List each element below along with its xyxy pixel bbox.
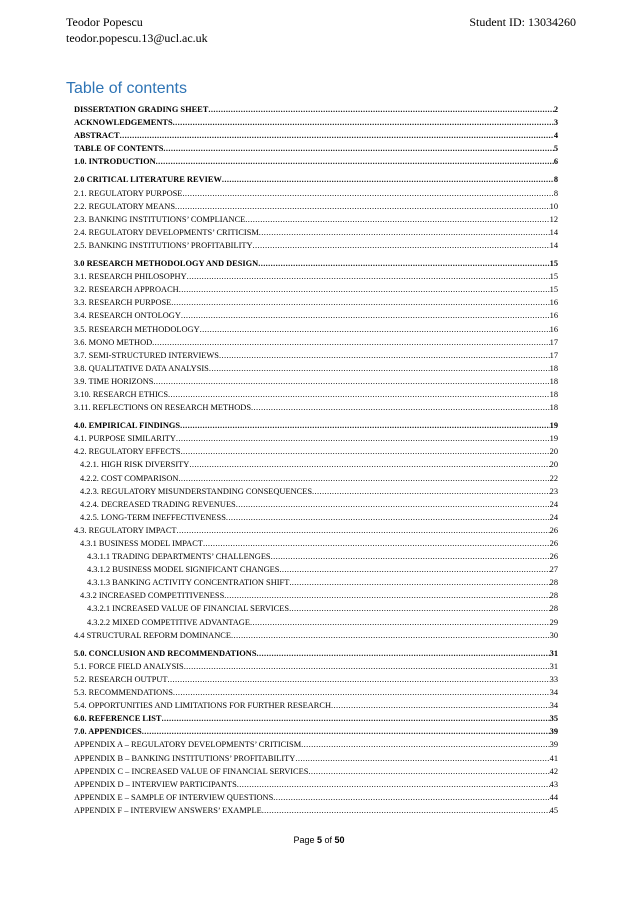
toc-entry-label: 1.0. INTRODUCTION	[74, 157, 156, 167]
page-current: 5	[316, 835, 322, 845]
toc-entry-page: 29	[549, 617, 558, 627]
toc-entry-page: 16	[549, 298, 558, 308]
toc-leader-dots	[173, 686, 550, 699]
toc-entry-label: 4.0. EMPIRICAL FINDINGS	[74, 421, 181, 431]
toc-entry-label: APPENDIX B – BANKING INSTITUTIONS’ PROFITABILITY	[74, 753, 296, 763]
toc-entry-page: 16	[549, 324, 558, 334]
toc-leader-dots	[262, 804, 550, 817]
toc-leader-dots	[120, 129, 554, 142]
toc-entry-label: APPENDIX F – INTERVIEW ANSWERS’ EXAMPLE	[74, 805, 262, 815]
toc-leader-dots	[142, 725, 550, 738]
toc-entry-label: 2.1. REGULATORY PURPOSE	[74, 188, 183, 198]
toc-entry-page: 16	[549, 311, 558, 321]
toc-entry-label: 4.2.5. LONG-TERM INEFFECTIVENESS	[80, 512, 226, 522]
toc-entry-label: 4.2.4. DECREASED TRADING REVENUES	[80, 499, 236, 509]
toc-leader-dots	[301, 738, 549, 751]
toc-entry-page: 31	[549, 661, 558, 671]
toc-entry-page: 3	[553, 118, 558, 128]
toc-entry[interactable]	[74, 791, 558, 804]
toc-leader-dots	[226, 511, 550, 524]
toc-entry-label: 5.4. OPPORTUNITIES AND LIMITATIONS FOR FURTHER RESEARCH	[74, 701, 332, 711]
toc-entry[interactable]	[74, 725, 558, 738]
toc-entry-label: 4.2. REGULATORY EFFECTS	[74, 447, 181, 457]
toc-entry-label: 3.0 RESEARCH METHODOLOGY AND DESIGN	[74, 259, 259, 269]
toc-entry-label: 3.4. RESEARCH ONTOLOGY	[74, 311, 181, 321]
toc-entry[interactable]	[74, 200, 558, 213]
toc-entry[interactable]	[74, 173, 558, 186]
toc-entry-page: 26	[549, 539, 558, 548]
toc-leader-dots	[259, 226, 550, 239]
toc-entry-page: 33	[549, 674, 558, 684]
toc-entry-label: 5.1. FORCE FIELD ANALYSIS	[74, 661, 184, 671]
toc-leader-dots	[256, 647, 549, 660]
toc-entry-page: 17	[549, 350, 558, 360]
toc-leader-dots	[231, 629, 550, 642]
toc-entry[interactable]	[74, 419, 558, 432]
toc-entry-label: 7.0. APPENDICES	[74, 727, 142, 737]
toc-entry-page: 45	[549, 805, 558, 815]
toc-leader-dots	[189, 458, 549, 471]
toc-entry-label: 3.1. RESEARCH PHILOSOPHY	[74, 272, 187, 282]
toc-leader-dots	[250, 616, 550, 629]
toc-entry[interactable]	[74, 712, 558, 725]
toc-entry-label: 2.4. REGULATORY DEVELOPMENTS’ CRITICISM	[74, 227, 259, 237]
toc-entry[interactable]	[74, 323, 558, 336]
toc-entry-label: 3.9. TIME HORIZONS	[74, 376, 154, 386]
toc-entry-label: ACKNOWLEDGEMENTS	[74, 118, 173, 128]
toc-leader-dots	[163, 142, 553, 155]
toc-entry[interactable]	[74, 511, 558, 524]
toc-entry[interactable]	[74, 589, 558, 602]
toc-entry-label: 3.8. QUALITATIVE DATA ANALYSIS	[74, 363, 209, 373]
student-id: Student ID: 13034260	[469, 15, 576, 29]
toc-entry-page: 20	[549, 447, 558, 457]
toc-entry-page: 28	[549, 591, 558, 601]
toc-entry-page: 20	[549, 460, 558, 470]
toc-entry-label: 3.7. SEMI-STRUCTURED INTERVIEWS	[74, 350, 219, 360]
toc-entry-label: 4.3.1 BUSINESS MODEL IMPACT	[80, 539, 203, 548]
toc-entry-page: 14	[549, 240, 558, 250]
toc-leader-dots	[236, 498, 550, 511]
toc-entry[interactable]	[74, 458, 558, 471]
toc-entry[interactable]	[74, 213, 558, 226]
toc-entry-label: APPENDIX A – REGULATORY DEVELOPMENTS’ CRITICISM	[74, 740, 302, 750]
toc-leader-dots	[181, 309, 550, 322]
toc-entry[interactable]	[74, 550, 558, 563]
toc-entry[interactable]	[74, 576, 558, 589]
toc-entry-label: 4.2.2. COST COMPARISON	[80, 473, 179, 483]
toc-leader-dots	[168, 388, 550, 401]
toc-entry[interactable]	[74, 103, 558, 116]
toc-leader-dots	[219, 349, 550, 362]
toc-entry[interactable]	[74, 485, 558, 498]
toc-entry-page: 4	[553, 131, 558, 141]
toc-entry-page: 6	[553, 157, 558, 167]
toc-entry[interactable]	[74, 602, 558, 615]
toc-entry-label: 3.6. MONO METHOD	[74, 337, 153, 347]
toc-entry[interactable]	[74, 778, 558, 791]
toc-entry-label: APPENDIX E – SAMPLE OF INTERVIEW QUESTIONS	[74, 792, 274, 802]
toc-entry[interactable]	[74, 660, 558, 673]
toc-leader-dots	[289, 602, 550, 615]
toc-entry-page: 18	[549, 403, 558, 413]
toc-entry-page: 24	[549, 499, 558, 509]
toc-entry-label: 6.0. REFERENCE LIST	[74, 714, 162, 724]
toc-leader-dots	[168, 673, 550, 686]
toc-entry-label: 4.3.1.3 BANKING ACTIVITY CONCENTRATION SHIFT	[87, 578, 290, 588]
toc-entry-page: 26	[549, 552, 558, 562]
toc-leader-dots	[181, 445, 550, 458]
toc-entry-page: 39	[549, 740, 558, 750]
toc-leader-dots	[273, 791, 549, 804]
toc-leader-dots	[175, 200, 550, 213]
toc-entry-label: 5.3. RECOMMENDATIONS	[74, 688, 173, 698]
page-footer	[0, 835, 638, 845]
toc-entry-page: 31	[549, 648, 558, 658]
toc-entry[interactable]	[74, 647, 558, 660]
toc-entry[interactable]	[74, 129, 558, 142]
toc-entry[interactable]	[74, 155, 558, 168]
toc-entry-label: 3.5. RESEARCH METHODOLOGY	[74, 324, 200, 334]
toc-leader-dots	[180, 419, 550, 432]
toc-entry-page: 42	[549, 766, 558, 776]
toc-leader-dots	[271, 550, 550, 563]
toc-entry-page: 24	[549, 512, 558, 522]
toc-entry[interactable]	[74, 537, 558, 550]
toc-entry-page: 2	[553, 105, 558, 114]
toc-entry[interactable]	[74, 309, 558, 322]
toc-entry[interactable]	[74, 296, 558, 309]
toc-leader-dots	[289, 576, 549, 589]
toc-entry[interactable]	[74, 239, 558, 252]
toc-entry-page: 14	[549, 227, 558, 237]
toc-entry[interactable]	[74, 765, 558, 778]
toc-entry[interactable]	[74, 738, 558, 751]
toc-entry-label: 5.2. RESEARCH OUTPUT	[74, 674, 168, 684]
toc-entry[interactable]	[74, 699, 558, 712]
toc-entry-label: DISSERTATION GRADING SHEET	[74, 105, 209, 114]
page-header	[66, 14, 576, 46]
toc-entry-label: APPENDIX D – INTERVIEW PARTICIPANTS	[74, 779, 237, 789]
toc-entry-label: 3.2. RESEARCH APPROACH	[74, 285, 179, 295]
toc-entry[interactable]	[74, 336, 558, 349]
toc-entry[interactable]	[74, 270, 558, 283]
toc-leader-dots	[184, 660, 550, 673]
toc-leader-dots	[312, 485, 550, 498]
toc-leader-dots	[224, 589, 549, 602]
toc-entry-page: 22	[549, 473, 558, 483]
toc-entry-page: 15	[549, 272, 558, 282]
toc-leader-dots	[179, 283, 550, 296]
toc-entry[interactable]	[74, 445, 558, 458]
toc-entry-label: 4.3.2.1 INCREASED VALUE OF FINANCIAL SERVICES	[87, 604, 290, 614]
toc-entry[interactable]	[74, 472, 558, 485]
toc-leader-dots	[245, 213, 549, 226]
toc-entry[interactable]	[74, 362, 558, 375]
toc-leader-dots	[258, 257, 549, 270]
toc-entry-label: 4.3. REGULATORY IMPACT	[74, 525, 177, 535]
toc-entry-page: 12	[549, 214, 558, 224]
toc-entry-label: 4.3.2.2 MIXED COMPETITIVE ADVANTAGE	[87, 617, 250, 627]
toc-entry[interactable]	[74, 686, 558, 699]
toc-entry-page: 5	[553, 144, 558, 154]
toc-leader-dots	[295, 752, 549, 765]
toc-heading: Table of contents	[66, 80, 187, 97]
toc-entry[interactable]	[74, 375, 558, 388]
toc-entry[interactable]	[74, 388, 558, 401]
toc-entry-page: 15	[549, 259, 558, 269]
toc-entry[interactable]	[74, 524, 558, 537]
toc-entry[interactable]	[74, 142, 558, 155]
toc-entry-label: 3.10. RESEARCH ETHICS	[74, 389, 168, 399]
toc-entry[interactable]	[74, 226, 558, 239]
toc-entry-label: 5.0. CONCLUSION AND RECOMMENDATIONS	[74, 648, 257, 658]
author-email: teodor.popescu.13@ucl.ac.uk	[66, 31, 208, 45]
toc-leader-dots	[178, 472, 549, 485]
toc-entry-label: 4.4 STRUCTURAL REFORM DOMINANCE	[74, 630, 231, 640]
toc-entry[interactable]	[74, 432, 558, 445]
toc-leader-dots	[187, 270, 550, 283]
toc-leader-dots	[176, 432, 550, 445]
toc-entry-page: 19	[549, 434, 558, 444]
toc-entry-page: 18	[549, 389, 558, 399]
toc-leader-dots	[162, 712, 550, 725]
author-name: Teodor Popescu	[66, 15, 143, 29]
toc-entry-label: TABLE OF CONTENTS	[74, 144, 164, 154]
toc-entry-label: ABSTRACT	[74, 131, 120, 141]
toc-entry-page: 41	[549, 753, 558, 763]
page-label: Page	[293, 835, 317, 845]
toc-leader-dots	[208, 103, 553, 116]
toc-entry-page: 18	[549, 363, 558, 373]
toc-entry-page: 18	[549, 376, 558, 386]
toc-leader-dots	[251, 401, 550, 414]
toc-entry[interactable]	[74, 401, 558, 414]
toc-entry[interactable]	[74, 616, 558, 629]
toc-entry-page: 34	[549, 688, 558, 698]
toc-leader-dots	[177, 524, 550, 537]
toc-entry-label: 2.0 CRITICAL LITERATURE REVIEW	[74, 175, 222, 185]
toc-entry-page: 34	[549, 701, 558, 711]
toc-leader-dots	[173, 116, 554, 129]
toc-leader-dots	[156, 155, 554, 168]
toc-entry-page: 10	[549, 201, 558, 211]
toc-entry[interactable]	[74, 349, 558, 362]
toc-entry-label: 4.3.1.1 TRADING DEPARTMENTS’ CHALLENGES	[87, 552, 271, 562]
page-of: of	[322, 835, 335, 845]
toc-leader-dots	[182, 187, 553, 200]
toc-leader-dots	[331, 699, 550, 712]
toc-entry[interactable]	[74, 804, 558, 817]
toc-entry-label: 2.3. BANKING INSTITUTIONS’ COMPLIANCE	[74, 214, 246, 224]
toc-entry-page: 28	[549, 578, 558, 588]
toc-leader-dots	[152, 336, 549, 349]
toc-leader-dots	[171, 296, 549, 309]
toc-entry-page: 19	[549, 421, 558, 431]
toc-entry[interactable]	[74, 283, 558, 296]
toc-entry[interactable]	[74, 498, 558, 511]
toc-leader-dots	[237, 778, 550, 791]
toc-entry-label: 4.3.2 INCREASED COMPETITIVENESS	[80, 591, 225, 601]
toc-entry-page: 27	[549, 565, 558, 575]
toc-leader-dots	[222, 173, 554, 186]
toc-entry-page: 39	[549, 727, 558, 737]
toc-entry-page: 44	[549, 792, 558, 802]
toc-entry[interactable]	[74, 629, 558, 642]
toc-entry-label: 2.2. REGULATORY MEANS	[74, 201, 175, 211]
toc-entry-page: 8	[553, 188, 558, 198]
toc-leader-dots	[153, 375, 549, 388]
toc-entry-page: 8	[553, 175, 558, 185]
toc-entry-page: 28	[549, 604, 558, 614]
page-total: 50	[334, 835, 345, 845]
toc-entry[interactable]	[74, 563, 558, 576]
toc-entry[interactable]	[74, 752, 558, 765]
toc-leader-dots	[279, 563, 549, 576]
toc-entry-label: 4.3.1.2 BUSINESS MODEL SIGNIFICANT CHANGES	[87, 565, 280, 575]
toc-leader-dots	[209, 362, 550, 375]
toc-entry-label: 4.2.3. REGULATORY MISUNDERSTANDING CONSEQUENCES	[80, 486, 312, 496]
toc-entry-page: 23	[549, 486, 558, 496]
toc-entry-page: 35	[549, 714, 558, 724]
toc-entry[interactable]	[74, 673, 558, 686]
toc-entry-label: 4.1. PURPOSE SIMILARITY	[74, 434, 176, 444]
toc-leader-dots	[308, 765, 549, 778]
toc-entry-page: 30	[549, 630, 558, 640]
toc-leader-dots	[200, 323, 550, 336]
toc-entry[interactable]	[74, 116, 558, 129]
toc-leader-dots	[253, 239, 550, 252]
toc-entry-label: 3.3. RESEARCH PURPOSE	[74, 298, 172, 308]
toc-entry-page: 43	[549, 779, 558, 789]
toc-entry-page: 15	[549, 285, 558, 295]
toc-entry-label: 2.5. BANKING INSTITUTIONS’ PROFITABILITY	[74, 240, 253, 250]
toc-entry[interactable]	[74, 187, 558, 200]
toc-entry-page: 26	[549, 525, 558, 535]
table-of-contents	[74, 103, 558, 817]
toc-entry-page: 17	[549, 337, 558, 347]
toc-entry-label: 3.11. REFLECTIONS ON RESEARCH METHODS	[74, 403, 251, 413]
toc-entry-label: APPENDIX C – INCREASED VALUE OF FINANCIAL SERVICES	[74, 766, 309, 776]
toc-entry-label: 4.2.1. HIGH RISK DIVERSITY	[80, 460, 190, 470]
toc-leader-dots	[203, 537, 550, 550]
toc-entry[interactable]	[74, 257, 558, 270]
